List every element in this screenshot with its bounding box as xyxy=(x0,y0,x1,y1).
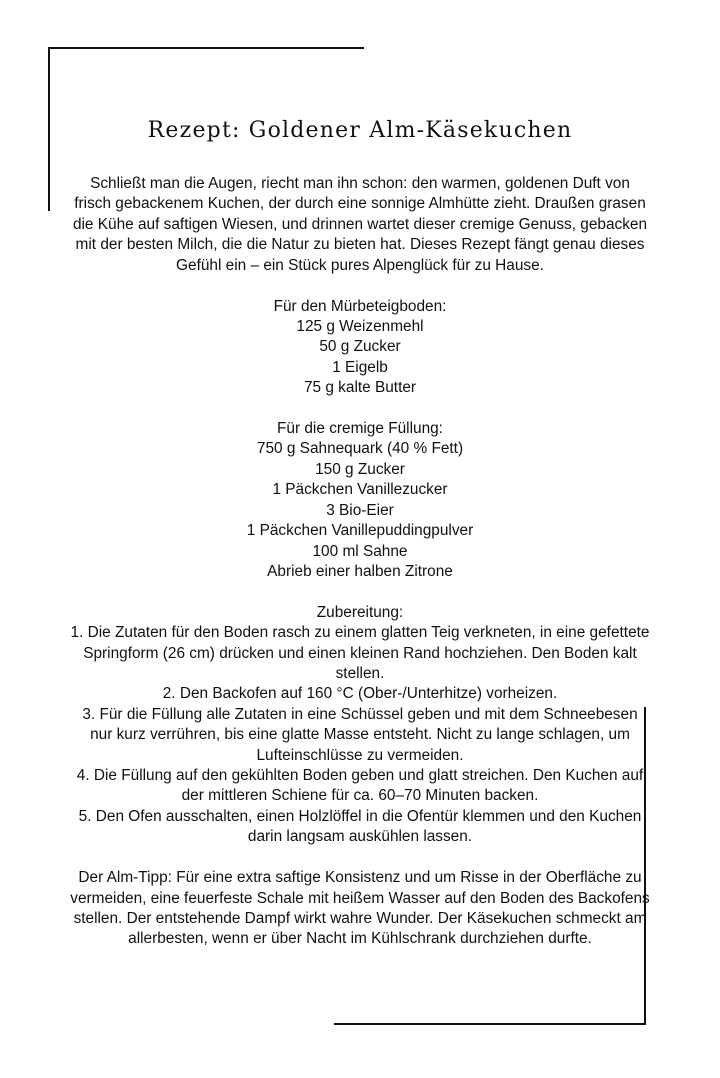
ingredient-item: 750 g Sahnequark (40 % Fett) xyxy=(256,440,464,458)
ingredient-item: 100 ml Sahne xyxy=(312,542,408,560)
ingredient-item: 150 g Zucker xyxy=(315,460,405,478)
ingredient-item: 3 Bio-Eier xyxy=(326,501,394,519)
preparation-step: 5. Den Ofen ausschalten, einen Holzlöffel in die Ofentür klemmen und den Kuchen darin langsam auskühlen lassen. xyxy=(78,807,642,846)
crust-heading: Für den Mürbeteigboden: xyxy=(273,297,447,315)
filling-heading: Für die cremige Füllung: xyxy=(277,420,443,438)
preparation-section xyxy=(70,603,650,848)
ingredient-item: 125 g Weizenmehl xyxy=(296,317,424,335)
ingredient-item: 1 Päckchen Vanillezucker xyxy=(272,481,448,499)
preparation-step: 1. Die Zutaten für den Boden rasch zu einem glatten Teig verkneten, in eine gefettete Springform (26 cm) drücken und einen kleinen Rand hochziehen. Den Boden kalt stellen. xyxy=(70,624,650,683)
crust-section xyxy=(70,297,650,399)
recipe-title: Rezept: Goldener Alm-Käsekuchen xyxy=(147,118,573,143)
intro-paragraph: Schließt man die Augen, riecht man ihn schon: den warmen, goldenen Duft von frisch gebackenem Kuchen, der durch eine sonnige Almhütte zieht. Draußen grasen die Kühe auf saftigen Wiesen, und drinnen wartet dieser cremige Genuss, gebacken mit der besten Milch, die die Natur zu bieten hat. Dieses Rezept fängt genau dieses Gefühl ein – ein Stück pures Alpenglück für zu Hause. xyxy=(72,175,648,274)
ingredient-item: 1 Päckchen Vanillepuddingpulver xyxy=(246,522,474,540)
tip-paragraph: Der Alm-Tipp: Für eine extra saftige Konsistenz und um Risse in der Oberfläche zu vermeiden, eine feuerfeste Schale mit heißem Wasser auf den Boden des Backofens stellen. Der entstehende Dampf wirkt wahre Wunder. Der Käsekuchen schmeckt am allerbesten, wenn er über Nacht im Kühlschrank durchziehen durfte. xyxy=(70,869,650,948)
preparation-step: 3. Für die Füllung alle Zutaten in eine Schüssel geben und mit dem Schneebesen nur kurz verrühren, bis eine glatte Masse entsteht. Nicht zu lange schlagen, um Lufteinschlüsse zu vermeiden. xyxy=(82,705,638,764)
preparation-step: 4. Die Füllung auf den gekühlten Boden geben und glatt streichen. Den Kuchen auf der mittleren Schiene für ca. 60–70 Minuten backen. xyxy=(76,767,644,805)
preparation-step: 2. Den Backofen auf 160 °C (Ober-/Unterhitze) vorheizen. xyxy=(162,685,558,703)
filling-section xyxy=(70,419,650,582)
preparation-heading: Zubereitung: xyxy=(316,603,404,621)
recipe-document xyxy=(70,116,650,970)
ingredient-item: 1 Eigelb xyxy=(332,358,388,376)
ingredient-item: 75 g kalte Butter xyxy=(303,379,417,397)
ingredient-item: Abrieb einer halben Zitrone xyxy=(267,562,453,580)
ingredient-item: 50 g Zucker xyxy=(319,338,401,356)
